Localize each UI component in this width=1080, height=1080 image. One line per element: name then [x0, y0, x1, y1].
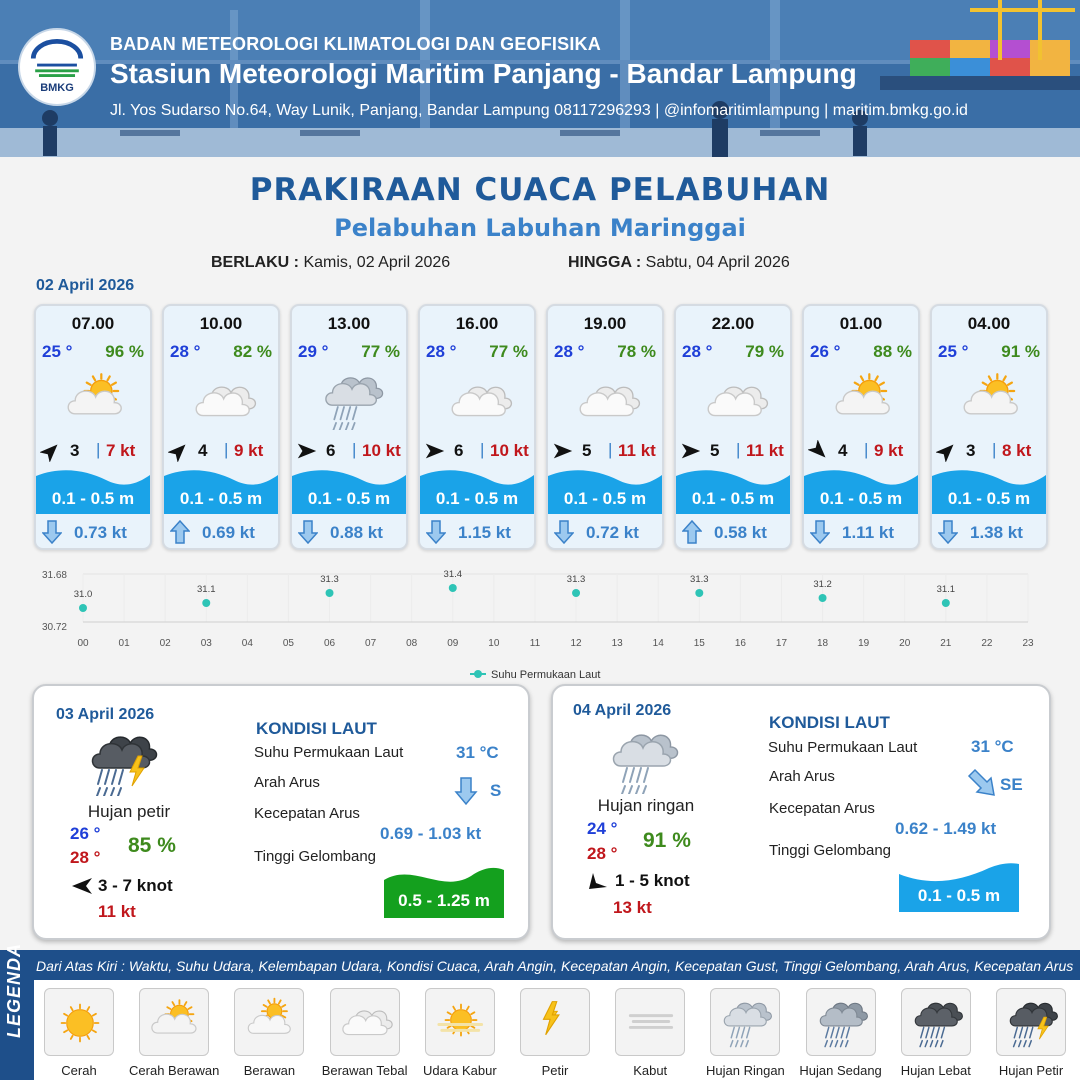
separator: | — [736, 440, 741, 459]
wind-speed: 5 — [582, 441, 592, 460]
day2-panel — [32, 684, 530, 940]
hujan-ringan-icon — [314, 368, 390, 430]
gust-speed: 7 kt — [106, 441, 136, 460]
chart-point-label: 31.3 — [690, 574, 709, 585]
wind-speed: 5 — [710, 441, 720, 460]
wave-height: 0.1 - 0.5 m — [307, 489, 391, 508]
chart-x-tick: 15 — [693, 638, 705, 649]
wind-arrow-icon — [552, 440, 574, 462]
day3-current-speed-value: 0.62 - 1.49 kt — [895, 819, 997, 838]
day2-temp-min: 26 ° — [70, 824, 101, 843]
forecast-time: 04.00 — [967, 314, 1011, 333]
day2-wind-speed: 3 - 7 knot — [98, 876, 173, 895]
chart-x-tick: 12 — [570, 638, 582, 649]
legend-title: LEGENDA — [4, 942, 24, 1038]
chart-x-tick: 21 — [940, 638, 952, 649]
air-temperature: 25 ° — [938, 342, 969, 361]
current-speed: 0.58 kt — [714, 523, 767, 542]
chart-point-label: 31.0 — [73, 589, 93, 600]
current-direction — [426, 519, 446, 545]
chart-x-tick: 03 — [200, 638, 212, 649]
forecast-card — [162, 304, 280, 550]
current-arrow-icon — [170, 519, 190, 545]
current-direction — [554, 519, 574, 545]
air-temperature: 29 ° — [298, 342, 329, 361]
day3-gust: 13 kt — [613, 898, 652, 917]
berawan-tebal-icon — [698, 368, 774, 430]
gust-speed: 11 kt — [746, 441, 784, 460]
legend-item-label: Hujan Ringan — [706, 1063, 785, 1078]
day3-temp-min: 24 ° — [587, 819, 618, 838]
day3-current-speed-label: Kecepatan Arus — [769, 800, 875, 817]
day2-wind-arrow-icon — [70, 876, 94, 896]
current-speed: 0.72 kt — [586, 523, 639, 542]
day3-weather-icon — [603, 724, 683, 794]
current-speed: 1.15 kt — [458, 523, 511, 542]
current-speed: 0.73 kt — [74, 523, 127, 542]
wave-height: 0.1 - 0.5 m — [947, 489, 1031, 508]
current-direction — [298, 519, 318, 545]
chart-point — [202, 599, 210, 607]
weather-icon — [698, 368, 774, 430]
chart-point-label: 31.4 — [443, 569, 463, 580]
wave-height: 0.1 - 0.5 m — [691, 489, 775, 508]
chart-point — [326, 589, 334, 597]
current-arrow-icon — [298, 519, 318, 545]
day2-current-dir-label: Arah Arus — [254, 774, 320, 791]
chart-point — [572, 589, 580, 597]
day3-current-arrow-icon — [967, 768, 997, 798]
legend-item — [710, 988, 780, 1056]
current-direction — [938, 519, 958, 545]
weather-icon — [58, 368, 134, 430]
page-title: PRAKIRAAN CUACA PELABUHAN — [249, 172, 831, 208]
day2-temp-max: 28 ° — [70, 848, 101, 867]
air-temperature: 28 ° — [170, 342, 201, 361]
valid-to-label: HINGGA : — [568, 254, 642, 271]
chart-x-tick: 09 — [447, 638, 459, 649]
chart-y-tick-min: 30.72 — [41, 622, 67, 633]
wind-direction — [936, 440, 958, 462]
forecast-card — [930, 304, 1048, 550]
air-temperature: 25 ° — [42, 342, 73, 361]
humidity: 91 % — [1001, 342, 1040, 361]
chart-x-tick: 19 — [858, 638, 870, 649]
bmkg-logo — [18, 28, 96, 106]
legend-items — [34, 980, 1080, 1080]
chart-x-tick: 04 — [241, 638, 253, 649]
air-temperature: 28 ° — [426, 342, 457, 361]
forecast-time: 16.00 — [455, 314, 499, 333]
current-arrow-icon — [426, 519, 446, 545]
day3-date: 04 April 2026 — [573, 702, 672, 719]
current-direction — [810, 519, 830, 545]
legend-description: Dari Atas Kiri : Waktu, Suhu Udara, Kelembapan Udara, Kondisi Cuaca, Arah Angin, Kecepatan Angin, Kecepatan Gust, Tinggi Gelombang, Arah Arus, Kecepatan Arus — [36, 958, 1074, 974]
day3-wind-arrow-icon — [587, 871, 609, 891]
separator: | — [864, 440, 869, 459]
legend-item-label: Hujan Petir — [998, 1063, 1064, 1078]
current-arrow-icon — [682, 519, 702, 545]
forecast-card — [290, 304, 408, 550]
kabut-icon — [623, 995, 679, 1051]
wave-height: 0.1 - 0.5 m — [51, 489, 135, 508]
legend-item-label: Hujan Sedang — [799, 1063, 882, 1078]
chart-point-label: 31.2 — [813, 579, 832, 590]
cerah-berawan-icon — [58, 368, 134, 430]
current-speed: 0.88 kt — [330, 523, 383, 542]
chart-point — [819, 594, 827, 602]
hujan-sedang-icon — [814, 995, 870, 1051]
chart-x-tick: 17 — [775, 638, 788, 649]
petir-icon — [528, 995, 584, 1051]
separator: | — [96, 440, 101, 459]
chart-point — [942, 599, 950, 607]
chart-point-label: 31.3 — [566, 574, 586, 585]
udara-kabur-icon — [433, 995, 489, 1051]
station-name: Stasiun Meteorologi Maritim Panjang - Bandar Lampung — [110, 58, 857, 89]
valid-from — [211, 254, 450, 272]
gust-speed: 9 kt — [234, 441, 264, 460]
day2-weather-icon — [82, 726, 162, 796]
cerah-berawan-icon — [826, 368, 902, 430]
legend-item — [234, 988, 304, 1056]
wind-direction — [40, 440, 62, 462]
chart-x-tick: 10 — [488, 638, 500, 649]
legend-item — [615, 988, 685, 1056]
humidity: 77 % — [361, 342, 400, 361]
berawan-tebal-icon — [186, 368, 262, 430]
day3-sst-label: Suhu Permukaan Laut — [768, 739, 918, 756]
humidity: 79 % — [745, 342, 784, 361]
day3-current-dir-value: SE — [1000, 775, 1023, 794]
chart-point-label: 31.1 — [197, 584, 216, 595]
hujan-petir-icon — [82, 726, 162, 796]
chart-x-tick: 20 — [899, 638, 911, 649]
day3-humidity: 91 % — [643, 829, 691, 852]
humidity: 88 % — [873, 342, 912, 361]
forecast-time: 10.00 — [199, 314, 243, 333]
hujan-ringan-icon — [603, 724, 683, 794]
separator: | — [352, 440, 357, 459]
chart-x-tick: 13 — [611, 638, 623, 649]
wind-arrow-icon — [168, 440, 190, 462]
legend-item-label: Udara Kabur — [422, 1063, 497, 1078]
legend-item-label: Cerah — [61, 1063, 97, 1078]
day3-wave-value: 0.1 - 0.5 m — [917, 886, 1001, 905]
wind-direction — [168, 440, 190, 462]
wave-height: 0.1 - 0.5 m — [819, 489, 903, 508]
chart-x-tick: 05 — [282, 638, 294, 649]
valid-from-value: Kamis, 02 April 2026 — [303, 254, 451, 271]
forecast-time: 01.00 — [839, 314, 883, 333]
hujan-petir-icon — [1004, 995, 1060, 1051]
legend-item-label: Cerah Berawan — [129, 1063, 220, 1078]
day2-current-speed-label: Kecepatan Arus — [254, 805, 360, 822]
day2-date: 03 April 2026 — [56, 706, 155, 723]
air-temperature: 28 ° — [682, 342, 713, 361]
weather-icon — [570, 368, 646, 430]
legend-item-label: Berawan — [243, 1063, 296, 1078]
chart-legend-label: Suhu Permukaan Laut — [491, 669, 601, 681]
separator: | — [224, 440, 229, 459]
wind-direction — [808, 440, 830, 462]
day3-kondisi-laut-header: KONDISI LAUT — [769, 713, 890, 732]
forecast-time: 13.00 — [327, 314, 371, 333]
day2-gust: 11 kt — [98, 902, 136, 921]
page-subtitle: Pelabuhan Labuhan Maringgai — [334, 214, 746, 242]
gust-speed: 8 kt — [1002, 441, 1032, 460]
weather-icon — [954, 368, 1030, 430]
day2-sst-value: 31 °C — [456, 743, 499, 762]
wind-arrow-icon — [40, 440, 62, 462]
wind-direction — [552, 440, 574, 462]
berawan-tebal-icon — [338, 995, 394, 1051]
wind-speed: 4 — [838, 441, 848, 460]
current-speed: 1.11 kt — [842, 523, 894, 542]
legend-item — [139, 988, 209, 1056]
weather-icon — [186, 368, 262, 430]
berawan-icon — [242, 995, 298, 1051]
chart-point — [449, 584, 457, 592]
legend-item-label: Hujan Lebat — [900, 1063, 971, 1078]
wind-speed: 3 — [70, 441, 80, 460]
weather-icon — [826, 368, 902, 430]
chart-y-tick-max: 31.68 — [41, 570, 67, 581]
weather-icon — [314, 368, 390, 430]
day3-condition: Hujan ringan — [597, 796, 695, 815]
wind-arrow-icon — [936, 440, 958, 462]
legend-item — [425, 988, 495, 1056]
day3-current-dir-label: Arah Arus — [769, 768, 835, 785]
sea-surface-temp-chart — [30, 562, 1050, 687]
humidity: 78 % — [617, 342, 656, 361]
legend-item-label: Petir — [541, 1063, 569, 1078]
weather-icon — [442, 368, 518, 430]
current-direction — [170, 519, 190, 545]
logo-text: BMKG — [40, 82, 74, 94]
chart-x-tick: 22 — [981, 638, 993, 649]
wind-arrow-icon — [680, 440, 702, 462]
forecast-card — [34, 304, 152, 550]
current-arrow-icon — [42, 519, 62, 545]
day3-temp-max: 28 ° — [587, 844, 618, 863]
legend-item — [996, 988, 1066, 1056]
current-arrow-icon — [554, 519, 574, 545]
chart-legend-swatch — [474, 670, 482, 678]
wave-height: 0.1 - 0.5 m — [435, 489, 519, 508]
day3-wind-speed: 1 - 5 knot — [615, 871, 690, 890]
day3-sst-value: 31 °C — [971, 737, 1014, 756]
chart-x-tick: 07 — [365, 638, 377, 649]
gust-speed: 10 kt — [490, 441, 529, 460]
wind-speed: 4 — [198, 441, 208, 460]
hujan-lebat-icon — [909, 995, 965, 1051]
chart-x-tick: 11 — [529, 638, 541, 649]
wave-height: 0.1 - 0.5 m — [563, 489, 647, 508]
day2-current-dir-value: S — [490, 781, 502, 800]
wind-arrow-icon — [296, 440, 318, 462]
day1-date: 02 April 2026 — [36, 277, 135, 294]
wave-height: 0.1 - 0.5 m — [179, 489, 263, 508]
chart-x-tick: 23 — [1022, 638, 1034, 649]
wind-speed: 3 — [966, 441, 976, 460]
wind-speed: 6 — [454, 441, 464, 460]
header-banner — [0, 0, 1080, 157]
day2-condition: Hujan petir — [87, 802, 171, 821]
humidity: 82 % — [233, 342, 272, 361]
day2-wave-value: 0.5 - 1.25 m — [398, 891, 490, 910]
forecast-card — [674, 304, 792, 550]
day2-current-speed-value: 0.69 - 1.03 kt — [380, 824, 482, 843]
air-temperature: 28 ° — [554, 342, 585, 361]
wind-arrow-icon — [424, 440, 446, 462]
forecast-card — [802, 304, 920, 550]
chart-point — [79, 604, 87, 612]
day2-sst-label: Suhu Permukaan Laut — [254, 744, 404, 761]
current-speed: 0.69 kt — [202, 523, 255, 542]
current-direction — [682, 519, 702, 545]
cerah-berawan-icon — [954, 368, 1030, 430]
berawan-tebal-icon — [570, 368, 646, 430]
legend-item — [806, 988, 876, 1056]
legend-item — [330, 988, 400, 1056]
cerah-icon — [52, 995, 108, 1051]
agency-name: BADAN METEOROLOGI KLIMATOLOGI DAN GEOFISIKA — [110, 34, 601, 54]
cerah-berawan-icon — [147, 995, 203, 1051]
current-direction — [42, 519, 62, 545]
legend-item-label: Berawan Tebal — [321, 1063, 408, 1078]
separator: | — [608, 440, 613, 459]
valid-from-label: BERLAKU : — [211, 254, 299, 271]
chart-x-tick: 01 — [118, 638, 130, 649]
chart-x-tick: 16 — [734, 638, 746, 649]
valid-to-value: Sabtu, 04 April 2026 — [645, 254, 790, 271]
wind-speed: 6 — [326, 441, 336, 460]
chart-x-tick: 14 — [652, 638, 664, 649]
day2-kondisi-laut-header: KONDISI LAUT — [256, 719, 377, 738]
wind-arrow-icon — [808, 440, 830, 462]
chart-x-tick: 02 — [159, 638, 171, 649]
wind-direction — [424, 440, 446, 462]
wind-direction — [296, 440, 318, 462]
chart-x-tick: 06 — [323, 638, 336, 649]
humidity: 77 % — [489, 342, 528, 361]
legend-item — [901, 988, 971, 1056]
separator: | — [992, 440, 997, 459]
forecast-time: 22.00 — [711, 314, 755, 333]
current-arrow-icon — [938, 519, 958, 545]
chart-point-label: 31.3 — [320, 574, 339, 585]
day3-panel — [551, 684, 1051, 940]
day2-humidity: 85 % — [128, 834, 176, 857]
day2-current-arrow-icon — [454, 776, 478, 806]
current-speed: 1.38 kt — [970, 523, 1023, 542]
hujan-ringan-icon — [718, 995, 774, 1051]
forecast-time: 07.00 — [71, 314, 115, 333]
valid-to — [568, 254, 790, 272]
day3-wave-label: Tinggi Gelombang — [769, 842, 892, 859]
humidity: 96 % — [105, 342, 144, 361]
gust-speed: 10 kt — [362, 441, 401, 460]
forecast-card — [546, 304, 664, 550]
legend-item — [520, 988, 590, 1056]
legend-item — [44, 988, 114, 1056]
forecast-card — [418, 304, 536, 550]
separator: | — [480, 440, 485, 459]
current-arrow-icon — [810, 519, 830, 545]
chart-x-tick: 00 — [77, 638, 89, 649]
chart-point-label: 31.1 — [936, 584, 956, 595]
legend-item-label: Kabut — [633, 1063, 668, 1078]
chart-point — [695, 589, 703, 597]
day2-wave-label: Tinggi Gelombang — [254, 848, 377, 865]
chart-x-tick: 08 — [406, 638, 418, 649]
gust-speed: 9 kt — [874, 441, 904, 460]
forecast-time: 19.00 — [583, 314, 627, 333]
station-address: Jl. Yos Sudarso No.64, Way Lunik, Panjang, Bandar Lampung 08117296293 | @infomaritimlampung | maritim.bmkg.go.id — [110, 102, 968, 119]
air-temperature: 26 ° — [810, 342, 841, 361]
wind-direction — [680, 440, 702, 462]
gust-speed: 11 kt — [618, 441, 656, 460]
chart-x-tick: 18 — [817, 638, 829, 649]
berawan-tebal-icon — [442, 368, 518, 430]
